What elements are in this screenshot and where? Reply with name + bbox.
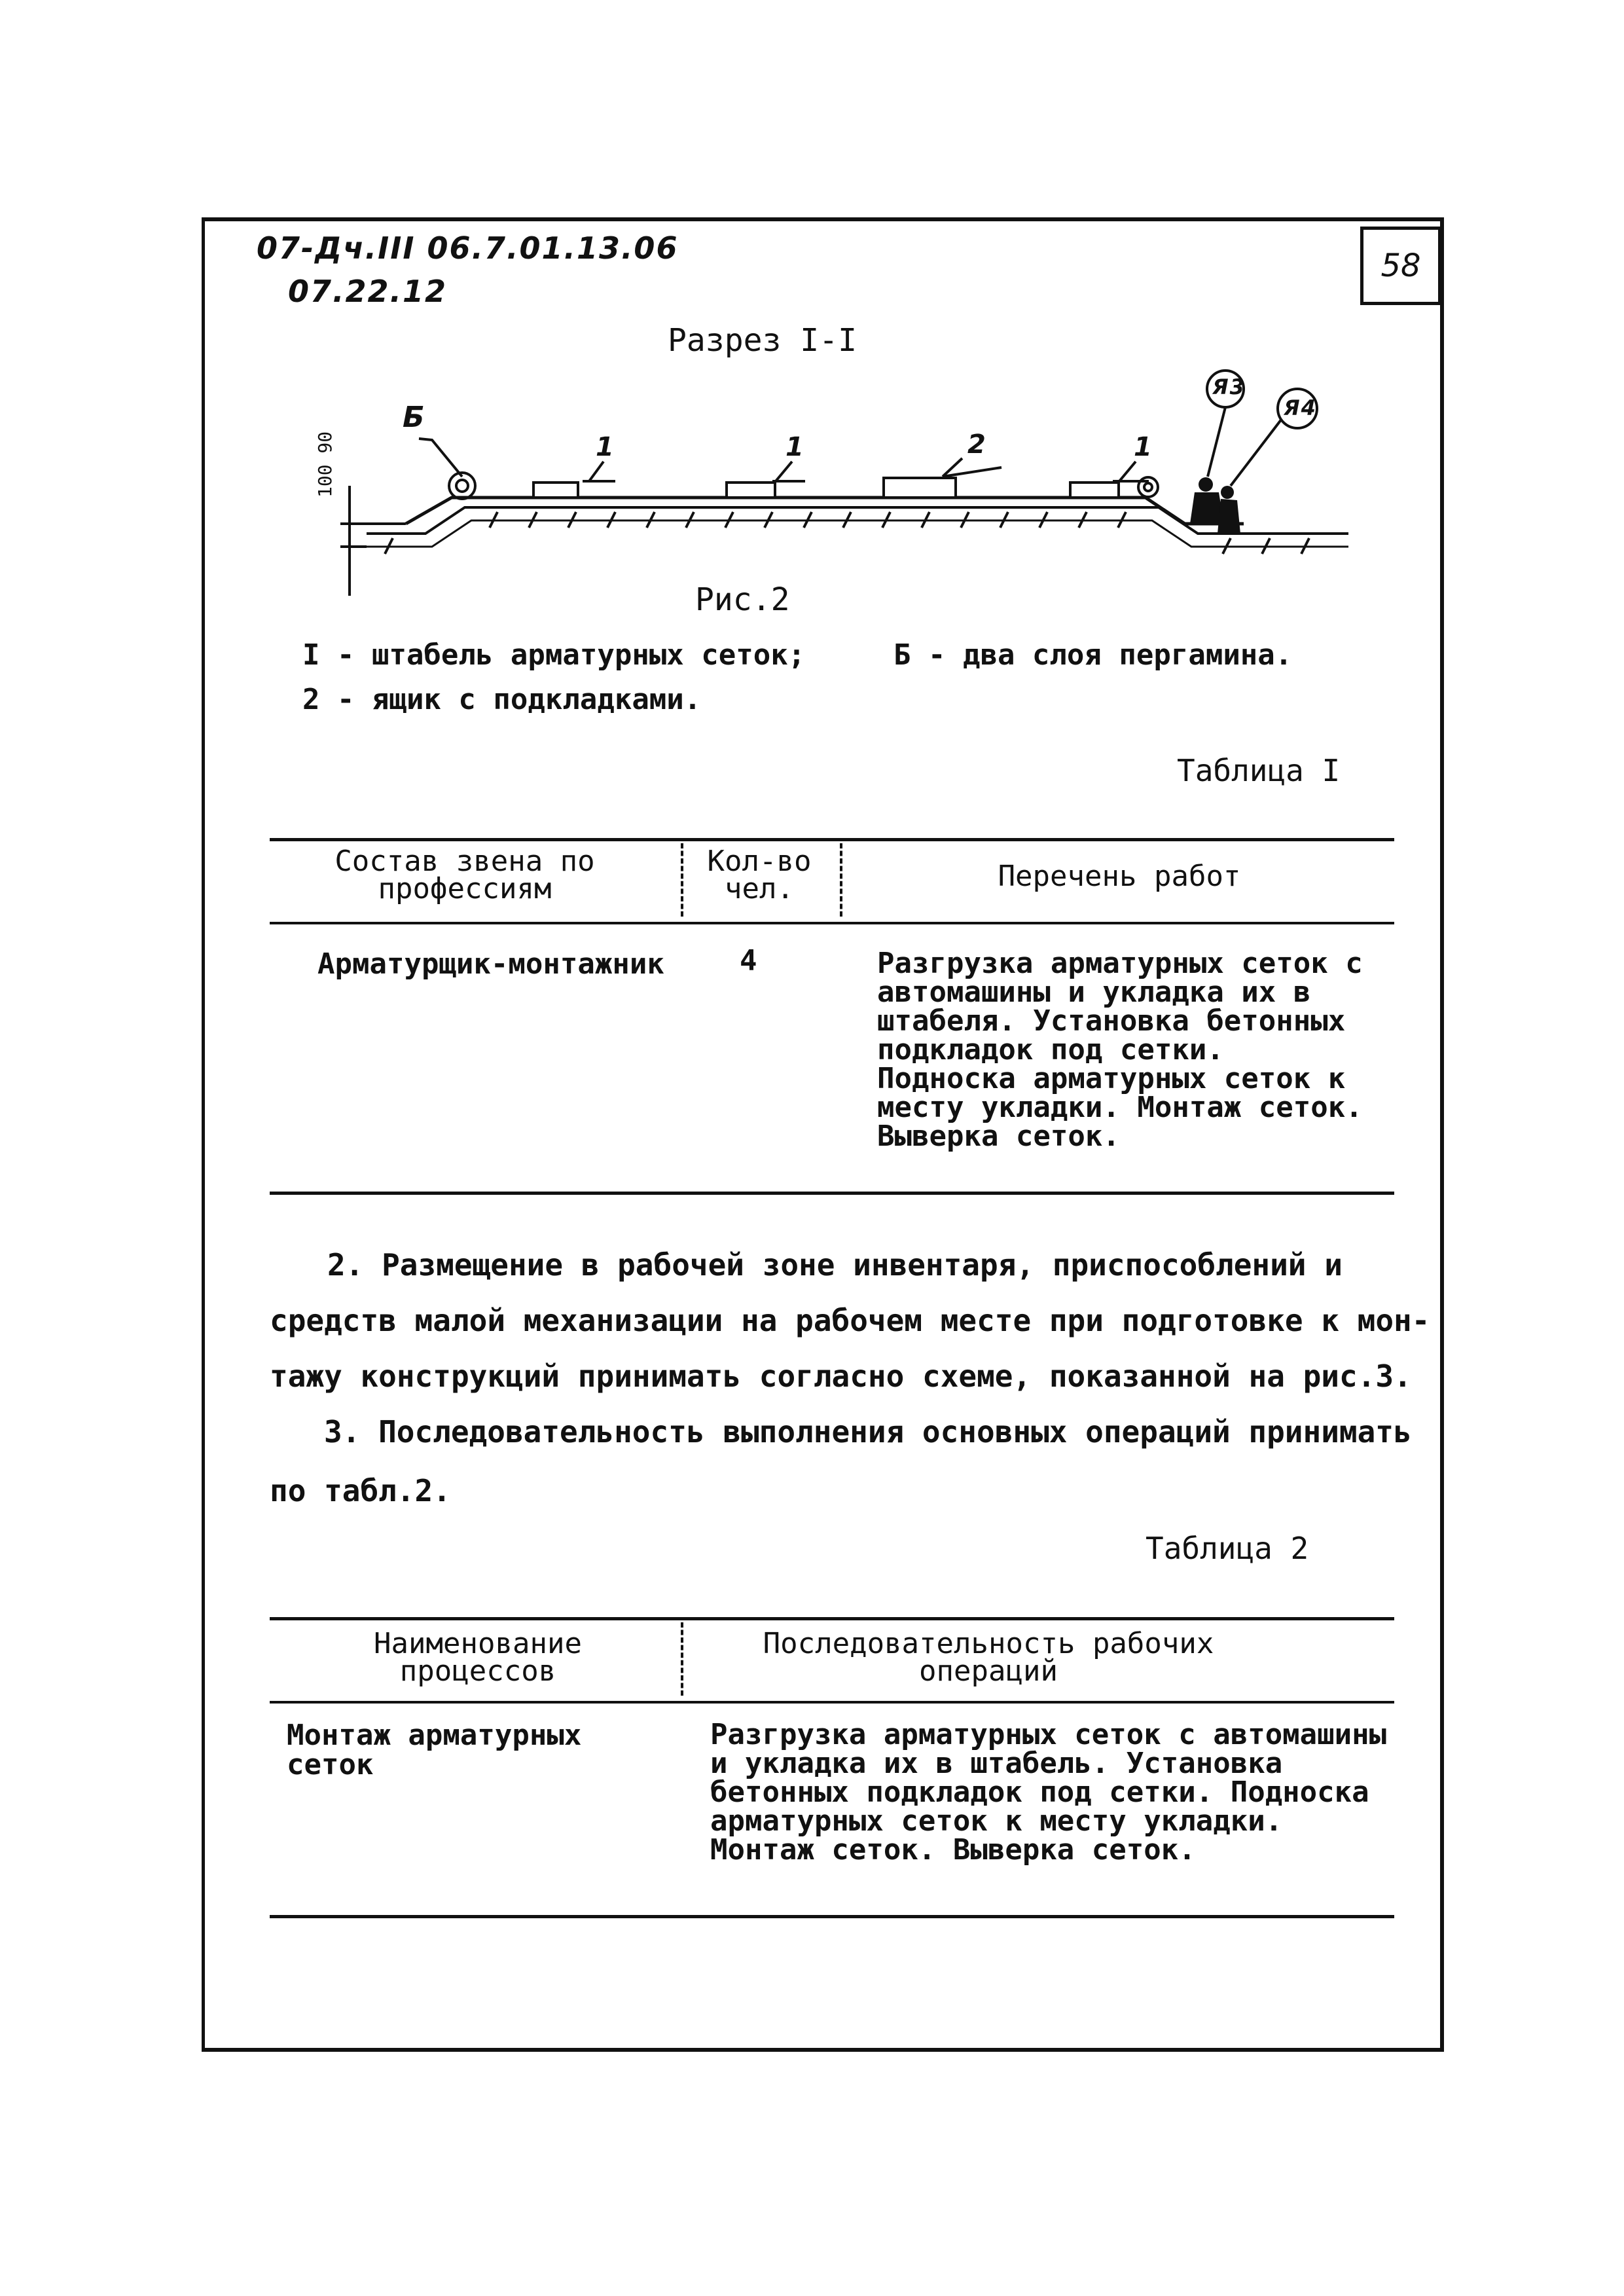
- table2-title: Таблица 2: [1146, 1531, 1309, 1566]
- table2-col1-header: Наименование процессов: [374, 1627, 582, 1688]
- figure-caption: Рис.2: [695, 581, 790, 618]
- callout-1-b: 1: [785, 432, 805, 462]
- table2-top-rule: [270, 1617, 1394, 1620]
- cross-section-figure: [0, 347, 1624, 674]
- table1-col1-header: Состав звена по профессиям: [334, 845, 595, 905]
- legend-item-2: 2 - ящик с подкладками.: [302, 683, 702, 716]
- callout-b: Б: [403, 401, 426, 434]
- table2-header-rule: [270, 1701, 1394, 1704]
- dimension-label: 100 90: [314, 431, 336, 498]
- table2-divider: [681, 1622, 683, 1696]
- callout-ya3: Я3: [1212, 374, 1246, 399]
- table2-process: Монтаж арматурных сеток: [287, 1719, 582, 1781]
- section-title: Разрез I-I: [668, 322, 857, 359]
- table1-count: 4: [740, 944, 757, 977]
- table1-bottom-rule: [270, 1192, 1394, 1195]
- paragraph2-line1: 2. Размещение в рабочей зоне инвентаря, приспособлений и: [327, 1247, 1343, 1283]
- table2-bottom-rule: [270, 1915, 1394, 1918]
- callout-ya4: Я4: [1284, 395, 1317, 420]
- table1-header-rule: [270, 922, 1394, 924]
- document-code-line1: 07-Дч.III 06.7.01.13.06: [257, 230, 679, 266]
- legend-item-1: I - штабель арматурных сеток;: [302, 638, 806, 672]
- table2-operations: Разгрузка арматурных сеток с автомашины и укладка их в штабель. Установка бетонных подкладок под сетки. Подноска арматурных сеток к месту укладки. Монтаж сеток. Выверка сеток.: [710, 1718, 1387, 1867]
- legend-item-3: Б - два слоя пергамина.: [893, 638, 1293, 672]
- table1-col3-header: Перечень работ: [998, 860, 1241, 893]
- paragraph3-line2: по табл.2.: [270, 1473, 451, 1508]
- table1-top-rule: [270, 838, 1394, 841]
- table1-divider-1: [681, 843, 683, 917]
- table1-works: Разгрузка арматурных сеток с автомашины и укладка их в штабеля. Установка бетонных подкладок под сетки. Подноска арматурных сеток к месту укладки. Монтаж сеток. Выверка сеток.: [877, 947, 1363, 1153]
- paragraph3-line1: 3. Последовательность выполнения основных операций принимать: [324, 1414, 1412, 1449]
- callout-2: 2: [967, 429, 987, 460]
- document-code-line2: 07.22.12: [288, 274, 447, 309]
- table1-title: Таблица I: [1177, 753, 1341, 788]
- table1-profession: Арматурщик-монтажник: [317, 947, 664, 981]
- table2-col2-header: Последовательность рабочих операций: [763, 1627, 1214, 1688]
- table1-col2-header: Кол-во чел.: [707, 845, 812, 905]
- paragraph2-line2: средств малой механизации на рабочем месте при подготовке к мон-: [270, 1303, 1430, 1338]
- callout-1-a: 1: [596, 432, 615, 462]
- table1-divider-2: [840, 843, 842, 917]
- page-number: 58: [1360, 227, 1441, 305]
- callout-1-c: 1: [1134, 432, 1153, 462]
- paragraph2-line3: тажу конструкций принимать согласно схеме, показанной на рис.3.: [270, 1358, 1412, 1394]
